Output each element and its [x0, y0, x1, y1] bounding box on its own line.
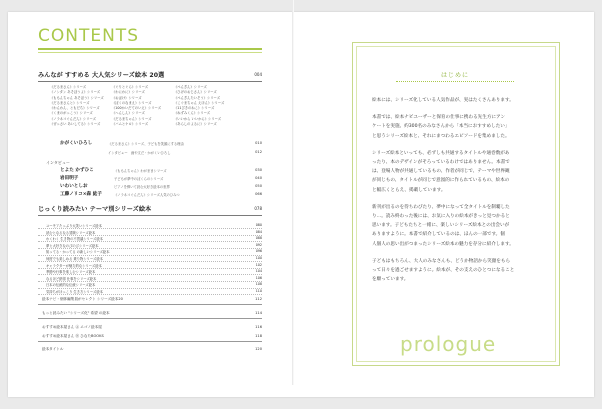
paragraph-line: 新刊が出るのを待ちわびたり、夢中になって全タイトルを制覇した [372, 204, 510, 210]
toc-entry-extra[interactable] [38, 311, 262, 317]
series-item[interactable]: 《ねずみくん》シリーズ [174, 111, 211, 116]
entry-page: 088 [255, 236, 262, 241]
paragraph-line: って日々を過ごせますように。絵本が、その支えのひとつになること [372, 268, 515, 273]
entry-name: 絵本ナビ・個体編集員がセレクト シリーズ絵本20 [42, 297, 123, 301]
entry-page: 012 [255, 150, 262, 154]
prologue-paragraph [372, 113, 540, 141]
section-1-heading[interactable] [38, 70, 262, 79]
entry-divider [38, 341, 262, 342]
toc-entry-extra[interactable] [38, 347, 262, 353]
entry-subtitle: ピアノを弾いて読む大好き絵本の世界 [114, 185, 170, 189]
entry-page: 112 [255, 297, 262, 301]
series-item[interactable]: 《へんしん》シリーズ [112, 111, 145, 116]
entry-name: かがくいひろし [60, 141, 93, 146]
entry-page: 102 [255, 262, 262, 267]
toc-entry-extra[interactable] [38, 325, 262, 331]
series-item[interactable]: 《だるまさんと》シリーズ [50, 100, 90, 105]
paragraph-line: ケートを実施、約300名のみなさんから「本当におすすめしたい」 [372, 124, 510, 130]
paragraph-line: ったり、本のデザインがそろっているわけではありません。本書で [372, 160, 510, 165]
toc-entry-extra[interactable] [38, 334, 262, 340]
series-item[interactable]: 《ひげのおじさん》シリーズ [174, 90, 217, 95]
entry-page: 116 [255, 325, 262, 329]
entry-subtitle: インタビュー 画や文だ・かがくいひろし [108, 151, 171, 155]
toc-entry-interview[interactable] [38, 183, 262, 190]
entry-name: 気持ちがほっこり 生き方シリーズ絵本 [46, 290, 103, 294]
entry-page: 120 [255, 347, 262, 351]
entry-name: もっと読みたい "シリーズ化" 希望 の絵本 [42, 311, 110, 315]
series-item[interactable]: 《ぺんぎん》シリーズ [174, 85, 207, 89]
series-item[interactable]: 《100かいだてのいえ》シリーズ [112, 106, 161, 111]
toc-entry-interview[interactable] [38, 191, 262, 198]
entry-page: 066 [255, 192, 262, 196]
paragraph-line: は、登場人物が共通しているもの、作者が同じで、テーマや世界観 [372, 169, 510, 175]
entry-name: とよた かずひこ [60, 168, 94, 173]
entry-name: 知ってる・かってる の新しいシリーズ絵本 [46, 250, 110, 255]
entry-name: ユーモアたっぷり大笑いシリーズ絵本 [46, 224, 102, 228]
series-item[interactable]: 《くまのがっこう》シリーズ [50, 111, 93, 116]
contents-title: CONTENTS [38, 26, 139, 46]
page-gutter [292, 0, 294, 385]
entry-page: 010 [255, 141, 262, 145]
toc-entry-interview[interactable] [38, 175, 262, 182]
series-item[interactable]: 《ぺんぎんたいそう》シリーズ [174, 95, 220, 100]
entry-page: 114 [255, 311, 262, 315]
entry-name: 季節や行事を楽しむシリーズ絵本 [46, 270, 96, 275]
entry-page: 104 [255, 269, 262, 274]
entry-subtitle: 子どもが夢中のぼくらのシリーズ [114, 177, 164, 181]
contents-rule [38, 48, 262, 50]
paragraph-line: 人個人の思い出がつまったシリーズ絵本の魅力を存分に紹介します。 [372, 241, 514, 247]
paragraph-line: 本書では、絵本ナビユーザーと保育の仕事に携わる先生方にアン [372, 115, 506, 121]
section-2-rule [38, 215, 262, 216]
series-item[interactable]: 《ぜっさい あいしてる》シリーズ [50, 122, 101, 127]
toc-entry-interview[interactable] [38, 167, 262, 174]
prologue-heading: はじめに [440, 72, 469, 79]
entry-page: 108 [255, 282, 262, 287]
entry-page: 030 [255, 168, 262, 172]
paragraph-line: シリーズ絵本といっても、必ずしも共通するタイトルや通巻数があ [372, 150, 510, 156]
entry-divider [38, 318, 262, 319]
prologue-heading-rule [396, 81, 514, 82]
section-2-heading[interactable] [38, 204, 262, 213]
entry-subtitle: 《だるまさん》シリーズ、子どもを笑顔にする理由 [108, 142, 184, 146]
prologue-paragraph [372, 149, 540, 195]
interview-label: インタビュー [46, 160, 70, 165]
entry-name: 夢と大好きなのびのびシリーズ絵本 [46, 243, 99, 248]
series-item[interactable]: 《ノラネコぐんだん》シリーズ [50, 116, 96, 121]
paragraph-line: と幅広くとらえ、掲載しています。 [372, 187, 446, 193]
entry-name: 工藤ノリコ×森 紘子 [60, 192, 102, 197]
paragraph-line: 子どもはもちろん、大人のみなさんも、どうか物語から笑顔をもら [372, 258, 511, 264]
prologue-watermark: prologue [396, 332, 500, 356]
entry-name: 岩田明子 [60, 176, 79, 181]
entry-page: 084 [255, 229, 262, 234]
series-item[interactable]: 《だるまさん》シリーズ [50, 85, 87, 89]
section-2-page: 078 [254, 206, 262, 211]
entry-page: 050 [255, 184, 262, 188]
series-item[interactable]: 《こぐまちゃん えほん》シリーズ [174, 100, 225, 105]
paragraph-line: 絵本には、シリーズ化している人気作品が、実はたくさんあります。 [372, 98, 514, 103]
toc-entry-extra[interactable] [38, 297, 262, 303]
paragraph-line: と思うシリーズ絵本と、それにまつわるエピソードを集めました。 [372, 133, 510, 139]
entry-page: 106 [255, 275, 262, 280]
series-item[interactable]: 《11ぴきのねこ》シリーズ [174, 106, 215, 111]
series-item[interactable]: 《ノンタン あそぼうよ》シリーズ [50, 90, 101, 95]
entry-page: 100 [255, 256, 262, 260]
paragraph-line: 思います。子どもたちと一緒に、楽しいシリーズ絵本との出会いが [372, 223, 510, 229]
series-item[interactable]: 《いいから いいから》シリーズ [174, 116, 222, 121]
toc-entry-kagakui-interview[interactable] [38, 150, 262, 156]
entry-page: 040 [255, 176, 262, 180]
entry-subtitle: 《ももんちゃん》わがままシリーズ [114, 169, 167, 173]
section-1-rule [38, 81, 262, 82]
series-item[interactable]: 《ぐりとぐら》シリーズ [112, 85, 149, 89]
series-item[interactable]: 《おばけ》シリーズ [112, 95, 142, 100]
series-item[interactable]: 《バムとケロ》シリーズ [112, 122, 149, 127]
series-item[interactable]: 《ぼくのなまえ》シリーズ [112, 100, 152, 105]
entry-name: 読むとなるなる冒険シリーズ絵本 [46, 230, 96, 235]
paragraph-line: が同じもの、タイトルが同じで意図的に作られているもの、絵本の [372, 178, 510, 184]
section-2-title: じっくり読みたい テーマ別シリーズ絵本 [38, 206, 152, 213]
prologue-paragraph [372, 257, 540, 285]
entry-name: キャラクターが魅力的なシリーズ絵本 [46, 263, 102, 268]
entry-subtitle: 《ノラネコぐんだん》シリーズ人気のひみつ [114, 193, 180, 197]
entry-page: 080 [255, 223, 262, 227]
entry-name: 絵本タイトル [42, 347, 64, 351]
entry-name: 日本の伝統的な伝統シリーズ絵本 [46, 283, 96, 288]
entry-name: 何度でも楽しめる 乗り物シリーズ絵本 [46, 257, 103, 261]
series-item[interactable]: 《わにわに》シリーズ [112, 90, 145, 95]
entry-name: わくわく 生き物の不思議シリーズ絵本 [46, 237, 103, 242]
series-item[interactable]: 《ももんちゃん あそぼう》シリーズ [50, 95, 104, 100]
entry-name: いわいとしお [60, 184, 88, 189]
entry-divider [38, 304, 262, 305]
paragraph-line: り…。読み終わった後には、お気に入りの絵本がきっと見つかると [372, 214, 510, 219]
prologue-paragraph [372, 203, 540, 249]
entry-name: なるほど納得 仕事をシリーズ絵本 [46, 276, 97, 281]
entry-page: 092 [255, 242, 262, 247]
entry-page: 110 [255, 289, 262, 293]
entry-name: おすすめ絵本屋さん Ⓐ エゴノ絵本屋 [42, 325, 102, 329]
entry-page: 096 [255, 249, 262, 254]
prologue-paragraph [372, 96, 540, 105]
series-item[interactable]: 《だるまちゃん》シリーズ [112, 116, 152, 121]
toc-entry-kagakui[interactable] [38, 140, 262, 148]
entry-name: おすすめ絵本屋さん Ⓑ ひなたBOOKS [42, 334, 104, 338]
section-1-title: みんなが すすめる 大人気シリーズ絵本 20選 [38, 72, 165, 79]
entry-divider [38, 294, 262, 295]
paragraph-line: ありますように。本書で紹介しているのは、ほんの一部です。個 [372, 232, 505, 238]
contents-rule-thin [38, 52, 262, 53]
series-item[interactable]: 《あらしのよるに》シリーズ [174, 122, 217, 127]
section-1-page: 004 [254, 72, 262, 77]
paragraph-line: を願っています。 [372, 277, 409, 283]
series-item[interactable]: 《わんわん、ともだち》シリーズ [50, 106, 100, 111]
entry-page: 118 [255, 334, 262, 338]
